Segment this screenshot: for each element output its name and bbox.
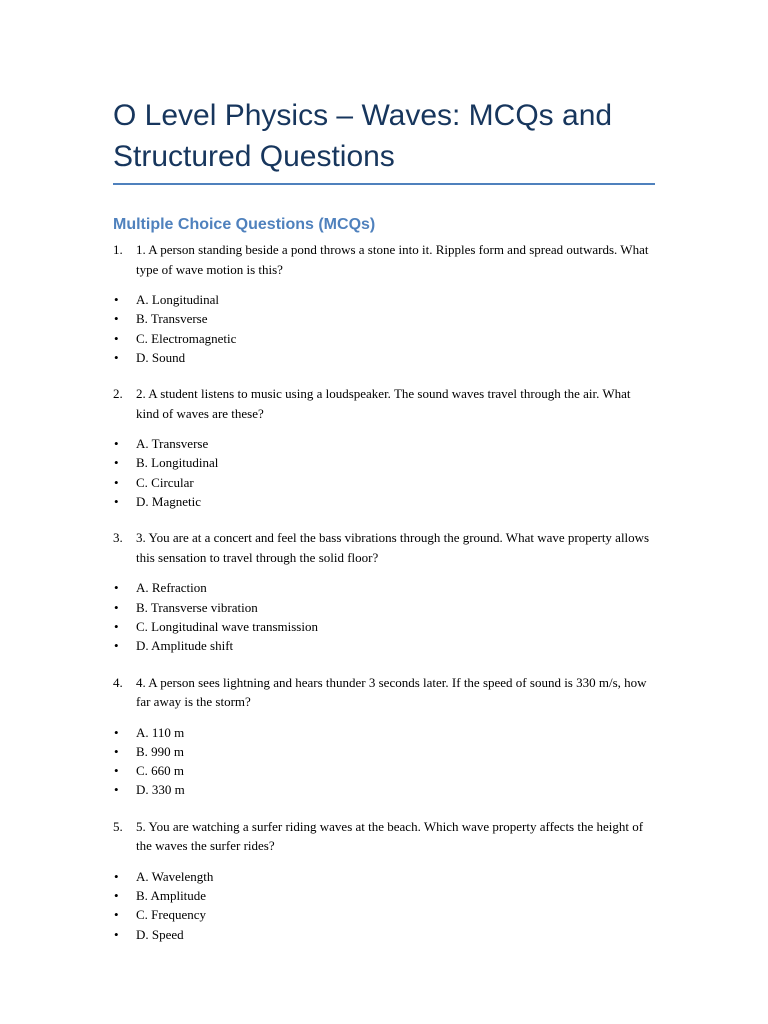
question-text: 2. A student listens to music using a loudspeaker. The sound waves travel through the air. What kind of waves are these?	[136, 386, 631, 421]
option-item	[113, 309, 655, 328]
question-list	[113, 240, 655, 944]
option-text: C. Electromagnetic	[136, 330, 237, 346]
question-item	[113, 240, 655, 367]
bullet-icon: •	[114, 311, 119, 327]
option-item	[113, 723, 655, 742]
option-text: B. Transverse	[136, 311, 208, 327]
question-number: 2.	[113, 386, 123, 402]
bullet-icon: •	[114, 494, 119, 510]
option-item	[113, 348, 655, 367]
question-item	[113, 528, 655, 655]
question-text: 3. You are at a concert and feel the bass vibrations through the ground. What wave property allows this sensation to travel through the solid floor?	[136, 530, 650, 565]
document-page	[113, 0, 655, 961]
option-text: D. Sound	[136, 349, 186, 365]
option-item	[113, 886, 655, 905]
option-text: C. Circular	[136, 474, 194, 490]
option-text: A. Transverse	[136, 436, 209, 452]
section-heading: Multiple Choice Questions (MCQs)	[113, 216, 376, 233]
question-item	[113, 817, 655, 944]
option-text: A. Refraction	[136, 580, 207, 596]
bullet-icon: •	[114, 599, 119, 615]
option-text: B. Transverse vibration	[136, 599, 258, 615]
option-text: A. Wavelength	[136, 868, 214, 884]
option-text: C. 660 m	[136, 763, 185, 779]
bullet-icon: •	[114, 292, 119, 307]
question-number: 1.	[113, 242, 123, 257]
question-text: 5. You are watching a surfer riding waves at the beach. Which wave property affects the height of the waves the surfer rides?	[136, 818, 644, 854]
option-item	[113, 617, 655, 636]
bullet-icon: •	[114, 455, 119, 471]
question-row	[113, 384, 655, 423]
option-text: A. 110 m	[136, 724, 185, 740]
bullet-icon: •	[114, 474, 119, 490]
option-text: D. Speed	[136, 926, 184, 942]
option-list	[113, 434, 655, 511]
question-row	[113, 673, 655, 712]
option-text: B. Amplitude	[136, 888, 207, 904]
option-item	[113, 453, 655, 472]
bullet-icon: •	[114, 782, 119, 798]
option-item	[113, 780, 655, 799]
question-item	[113, 384, 655, 511]
title-divider	[113, 183, 655, 185]
option-item	[113, 636, 655, 655]
option-text: C. Frequency	[136, 907, 207, 923]
option-text: D. Magnetic	[136, 494, 201, 510]
bullet-icon: •	[114, 436, 119, 452]
question-number: 3.	[113, 530, 123, 546]
option-text: D. 330 m	[136, 782, 185, 798]
question-row	[113, 817, 655, 856]
option-item	[113, 905, 655, 924]
option-item	[113, 742, 655, 761]
option-text: D. Amplitude shift	[136, 638, 234, 654]
option-text: B. 990 m	[136, 743, 185, 759]
option-list	[113, 867, 655, 944]
option-list	[113, 578, 655, 655]
option-text: B. Longitudinal	[136, 455, 219, 471]
question-number: 5.	[113, 818, 123, 834]
bullet-icon: •	[114, 888, 119, 904]
bullet-icon: •	[114, 349, 119, 365]
question-number: 4.	[113, 674, 123, 690]
bullet-icon: •	[114, 926, 119, 942]
option-item	[113, 761, 655, 780]
bullet-icon: •	[114, 638, 119, 654]
bullet-icon: •	[114, 618, 119, 634]
question-row	[113, 240, 655, 279]
option-item	[113, 329, 655, 348]
bullet-icon: •	[114, 580, 119, 596]
option-item	[113, 492, 655, 511]
question-text: 4. A person sees lightning and hears thunder 3 seconds later. If the speed of sound is 330 m/s, how far away is the storm?	[136, 674, 647, 710]
question-row	[113, 528, 655, 567]
bullet-icon: •	[114, 763, 119, 779]
page-title: O Level Physics – Waves: MCQs and Structured Questions	[113, 99, 613, 173]
option-text: A. Longitudinal	[136, 292, 220, 307]
option-list	[113, 723, 655, 800]
option-item	[113, 290, 655, 309]
option-item	[113, 598, 655, 617]
option-text: C. Longitudinal wave transmission	[136, 618, 318, 634]
bullet-icon: •	[114, 907, 119, 923]
question-item	[113, 673, 655, 800]
bullet-icon: •	[114, 743, 119, 759]
option-item	[113, 473, 655, 492]
question-text: 1. A person standing beside a pond throws a stone into it. Ripples form and spread outwards. What type of wave motion is this?	[136, 242, 649, 277]
option-item	[113, 434, 655, 453]
option-item	[113, 925, 655, 944]
option-item	[113, 867, 655, 886]
bullet-icon: •	[114, 724, 119, 740]
bullet-icon: •	[114, 868, 119, 884]
bullet-icon: •	[114, 330, 119, 346]
option-item	[113, 578, 655, 597]
option-list	[113, 290, 655, 367]
